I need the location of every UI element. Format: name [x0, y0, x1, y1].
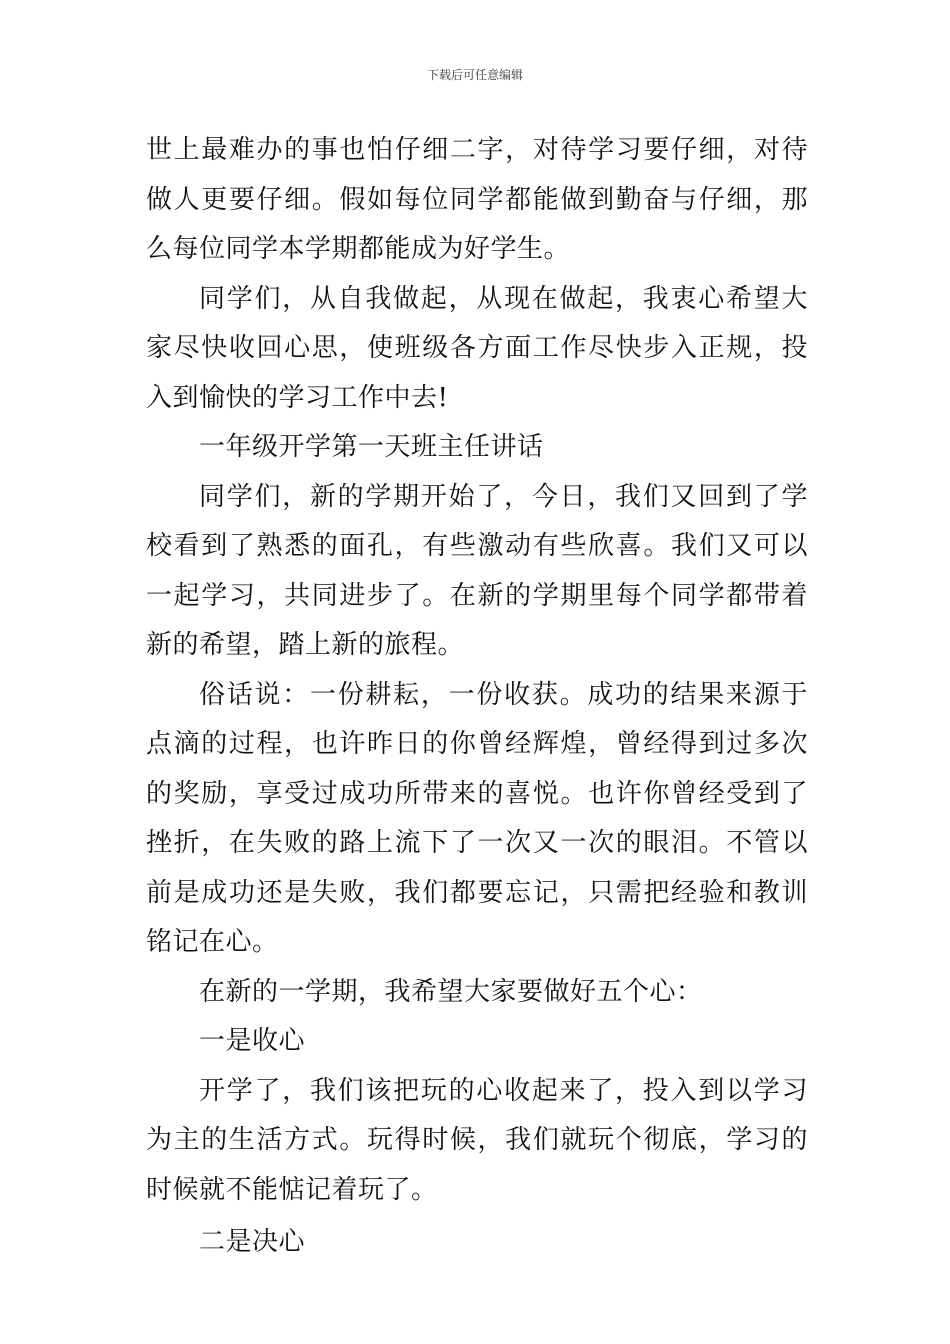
page-header: 下载后可任意编辑: [426, 68, 523, 82]
paragraph-5: 在新的一学期，我希望大家要做好五个心：: [199, 976, 703, 1007]
document-body: [146, 126, 808, 1268]
point-heading-2: 二是决心: [199, 1227, 306, 1257]
paragraph-1: 世上最难办的事也怕仔细二字，对待学习要仔细，对待做人更要仔细。假如每位同学都能做到勤奋与仔细，那么每位同学本学期都能成为好学生。: [146, 135, 808, 264]
paragraph-2: 同学们，从自我做起，从现在做起，我衷心希望大家尽快收回心思，使班级各方面工作尽快步入正规，投入到愉快的学习工作中去!: [146, 283, 808, 413]
paragraph-3: 同学们，新的学期开始了，今日，我们又回到了学校看到了熟悉的面孔，有些激动有些欣喜。我们又可以一起学习，共同进步了。在新的学期里每个同学都带着新的希望，踏上新的旅程。: [146, 481, 808, 660]
paragraph-4: 俗话说：一份耕耘，一份收获。成功的结果来源于点滴的过程，也许昨日的你曾经辉煌，曾经得到过多次的奖励，享受过成功所带来的喜悦。也许你曾经受到了挫折，在失败的路上流下了一次又一次的眼泪。不管以前是成功还是失败，我们都要忘记，只需把经验和教训铭记在心。: [146, 679, 808, 957]
point-heading-1: 一是收心: [199, 1026, 306, 1056]
paragraph-6: 开学了，我们该把玩的心收起来了，投入到以学习为主的生活方式。玩得时候，我们就玩个彻底，学习的时候就不能惦记着玩了。: [146, 1075, 808, 1205]
section-title: 一年级开学第一天班主任讲话: [199, 432, 544, 462]
